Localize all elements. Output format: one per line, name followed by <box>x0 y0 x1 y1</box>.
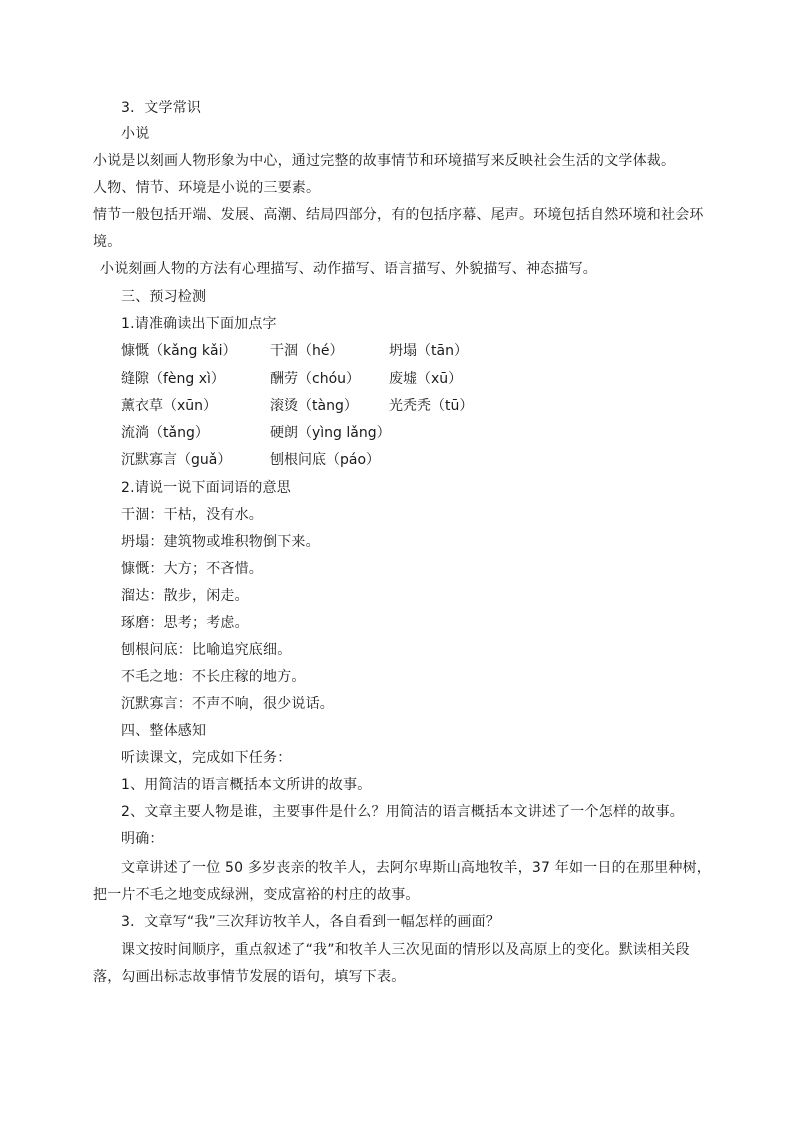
pronunciation-item: 慷慨（kǎng kǎi） <box>121 343 237 359</box>
novel-definition: 小说是以刻画人物形象为中心，通过完整的故事情节和环境描写来反映社会生活的文学体裁。 <box>93 153 676 169</box>
pronunciation-item: 沉默寡言（guǎ） <box>121 452 232 468</box>
definition-item: 琢磨：思考；考虑。 <box>121 615 249 631</box>
definition-item: 坍塌：建筑物或堆积物倒下来。 <box>121 534 320 550</box>
pronunciation-item: 硬朗（yìng lǎng） <box>270 425 391 441</box>
q3-description-line2: 落，勾画出标志故事情节发展的语句，填写下表。 <box>93 969 406 985</box>
definition-item: 刨根问底：比喻追究底细。 <box>121 642 292 658</box>
definition-item: 干涸：干枯，没有水。 <box>121 507 263 523</box>
plot-description-line2: 境。 <box>93 234 122 250</box>
q3-description-line1: 课文按时间顺序，重点叙述了“我”和牧羊人三次见面的情形以及高原上的变化。默读相关段 <box>121 942 690 958</box>
pronunciation-item: 光秃秃（tū） <box>389 398 474 414</box>
section3-heading: 3．文学常识 <box>121 100 202 116</box>
q2-title: 2.请说一说下面词语的意思 <box>121 480 291 496</box>
overall-heading: 四、整体感知 <box>121 723 207 739</box>
definition-item: 沉默寡言：不声不响，很少说话。 <box>121 696 334 712</box>
definition-item: 慷慨：大方；不吝惜。 <box>121 561 263 577</box>
pronunciation-item: 缝隙（fèng xì） <box>121 371 225 387</box>
pronunciation-item: 坍塌（tān） <box>389 343 468 359</box>
pronunciation-item: 滚烫（tàng） <box>270 398 358 414</box>
novel-subheading: 小说 <box>121 126 150 142</box>
q1-title: 1.请准确读出下面加点字 <box>121 316 277 332</box>
definition-item: 不毛之地：不长庄稼的地方。 <box>121 669 306 685</box>
answer-line2: 把一片不毛之地变成绿洲，变成富裕的村庄的故事。 <box>93 887 420 903</box>
preview-heading: 三、预习检测 <box>121 289 207 305</box>
answer-line1: 文章讲述了一位 50 多岁丧亲的牧羊人，去阿尔卑斯山高地牧羊，37 年如一日的在那里种树， <box>121 860 711 876</box>
character-methods: 小说刻画人物的方法有心理描写、动作描写、语言描写、外貌描写、神态描写。 <box>100 261 597 277</box>
task-1: 1、用简洁的语言概括本文所讲的故事。 <box>121 777 372 793</box>
pronunciation-item: 流淌（tǎng） <box>121 425 209 441</box>
pronunciation-item: 酬劳（chóu） <box>270 371 361 387</box>
clarify-label: 明确： <box>121 831 164 847</box>
pronunciation-item: 废墟（xū） <box>389 371 463 387</box>
task-2: 2、文章主要人物是谁，主要事件是什么？用简洁的语言概括本文讲述了一个怎样的故事。 <box>121 804 684 820</box>
pronunciation-item: 刨根问底（páo） <box>270 452 381 468</box>
novel-elements: 人物、情节、环境是小说的三要素。 <box>93 180 321 196</box>
listen-task: 听读课文，完成如下任务： <box>121 750 292 766</box>
plot-description-line1: 情节一般包括开端、发展、高潮、结局四部分，有的包括序幕、尾声。环境包括自然环境和社会环 <box>93 207 704 223</box>
q3-question: 3．文章写“我”三次拜访牧羊人，各自看到一幅怎样的画面？ <box>121 914 501 930</box>
pronunciation-item: 干涸（hé） <box>270 343 344 359</box>
pronunciation-item: 薰衣草（xūn） <box>121 398 218 414</box>
definition-item: 溜达：散步，闲走。 <box>121 588 249 604</box>
